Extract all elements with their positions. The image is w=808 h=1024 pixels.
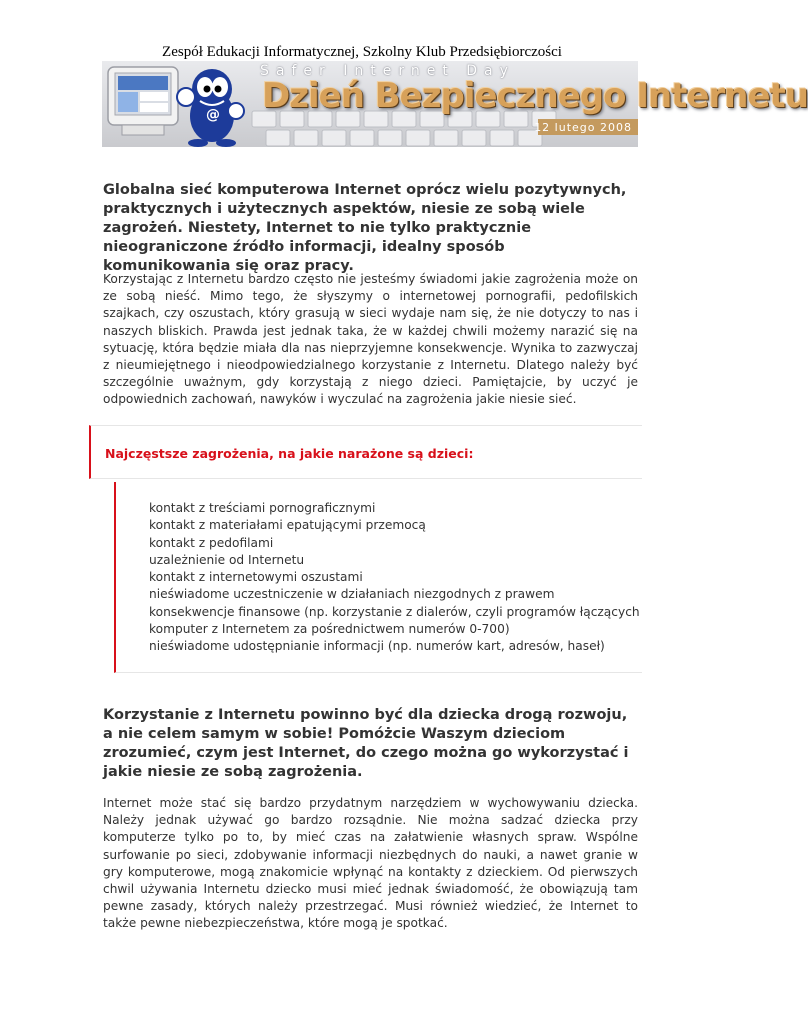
threat-item: komputer z Internetem za pośrednictwem numerów 0-700)	[149, 622, 510, 637]
section1-paragraph: Korzystając z Internetu bardzo często nie jesteśmy świadomi jakie zagrożenia może on ze sobą nieść. Mimo tego, że słyszymy o internetowej pornografii, pedofilskich szajkach, czy oszustach, który grasują w sieci wydaje nam się, że nie dotyczy to nas i naszych bliskich. Prawda jest jednak taka, że w każdej chwili możemy narazić się na sytuację, która będzie miała dla nas nieprzyjemne konsekwencje. Wynika to zazwyczaj z nieumiejętnego i nieodpowiedzialnego korzystanie z Internetu. Dlatego należy być szczególnie uważnym, gdy korzystają z niego dzieci. Pamiętajcie, by uczyć je odpowiednich zachowań, nawyków i wyczulać na zagrożenia jakie niesie sieć.	[103, 272, 638, 407]
svg-text:@: @	[206, 107, 220, 123]
threat-item: nieświadome udostępnianie informacji (np. numerów kart, adresów, haseł)	[149, 639, 605, 654]
threat-item: kontakt z pedofilami	[149, 535, 274, 550]
monitor-icon	[108, 67, 178, 135]
mascot-icon	[177, 69, 244, 147]
threats-header-box	[89, 425, 642, 479]
threats-list-box	[114, 482, 642, 673]
banner-title: Dzień Bezpiecznego Internetu	[262, 76, 808, 116]
threat-item: kontakt z treściami pornograficznymi	[149, 501, 376, 515]
threats-list	[149, 500, 640, 656]
page-header: Zespół Edukacji Informatycznej, Szkolny Klub Przedsiębiorczości	[162, 44, 562, 60]
section2-heading: Korzystanie z Internetu powinno być dla dziecka drogą rozwoju, a nie celem samym w sobie! Pomóżcie Waszym dzieciom zrozumieć, czym jest Internet, do czego można go wykorzystać i jakie niesie ze sobą zagrożenia.	[103, 707, 629, 780]
section1-heading: Globalna sieć komputerowa Internet oprócz wielu pozytywnych, praktycznych i użytecznych aspektów, niesie ze sobą wiele zagrożeń. Niestety, Internet to nie tylko praktycznie nieograniczone źródło informacji, idealny sposób komunikowania się oraz pracy.	[103, 182, 627, 274]
threat-item: kontakt z materiałami epatującymi przemocą	[149, 518, 426, 533]
threat-item: konsekwencje finansowe (np. korzystanie z dialerów, czyli programów łączących	[149, 604, 640, 619]
section2-paragraph: Internet może stać się bardzo przydatnym narzędziem w wychowywaniu dziecka. Należy jednak używać go bardzo rozsądnie. Nie można sadzać dziecka przy komputerze tylko po to, by mieć czas na załatwienie własnych spraw. Wspólne surfowanie po sieci, zdobywanie informacji niezbędnych do nauki, a nawet granie w gry komputerowe, mogą znakomicie wpłynąć na kontakty z dzieckiem. Od pierwszych chwil używania Internetu dziecko musi mieć jednak świadomość, że obowiązują tam pewne zasady, których należy przestrzegać. Musi również wiedzieć, że Internet to także pewne niebezpieczeństwa, które mogą je spotkać.	[103, 796, 638, 931]
threat-item: kontakt z internetowymi oszustami	[149, 570, 363, 585]
threats-title: Najczęstsze zagrożenia, na jakie narażone są dzieci:	[105, 446, 474, 461]
threat-item: uzależnienie od Internetu	[149, 552, 305, 567]
banner-subtitle: Safer Internet Day	[260, 63, 515, 79]
threat-item: nieświadome uczestniczenie w działaniach niezgodnych z prawem	[149, 587, 555, 602]
banner-date: 12 lutego 2008	[534, 121, 632, 134]
banner	[102, 61, 808, 147]
